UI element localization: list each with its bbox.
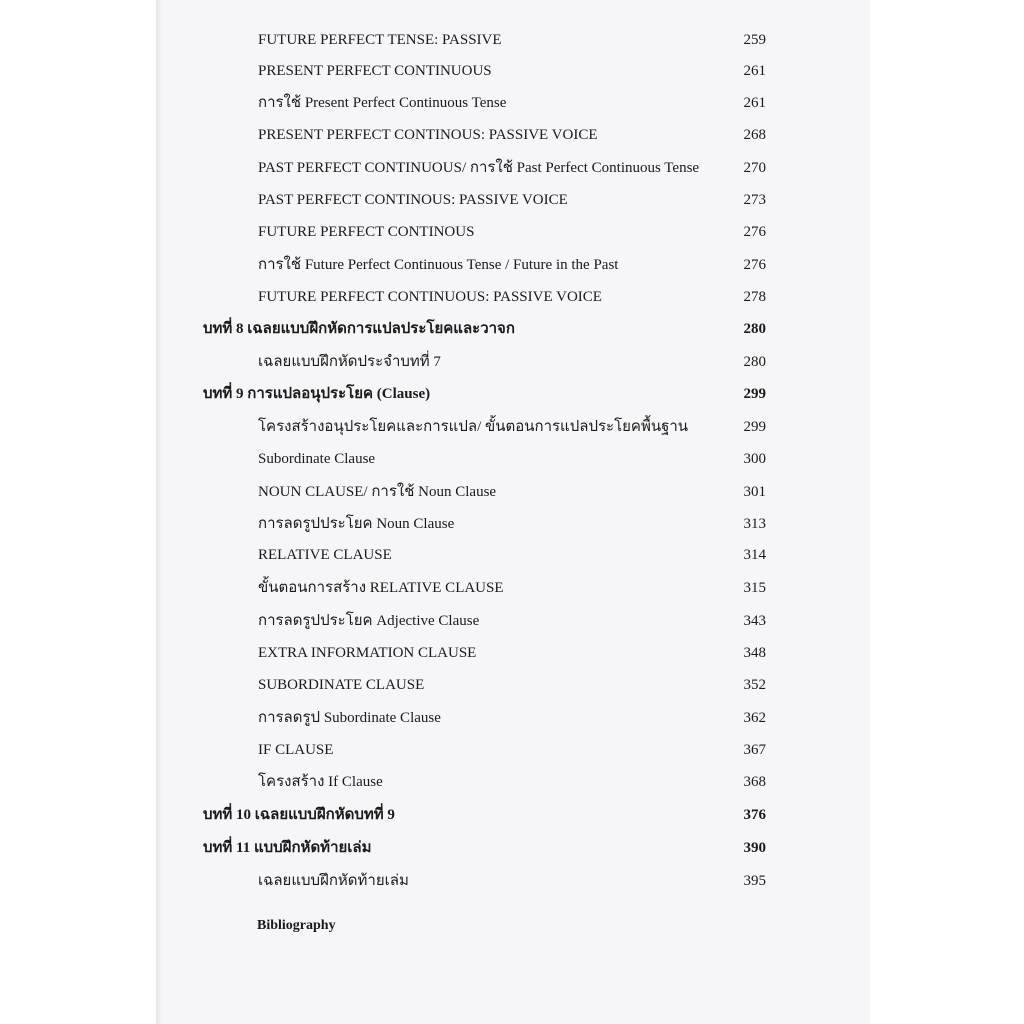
toc-entry-title: FUTURE PERFECT TENSE: PASSIVE [258, 32, 502, 48]
toc-entry-title: การใช้ Present Perfect Continuous Tense [258, 95, 507, 111]
toc-entry-title: โครงสร้างอนุประโยคและการแปล/ ขั้นตอนการแปลประโยคพื้นฐาน [258, 419, 689, 435]
toc-chapter-title: บทที่ 10 เฉลยแบบฝึกหัดบทที่ 9 [203, 807, 395, 823]
toc-entry-page: 352 [743, 677, 766, 693]
toc-entry-page: 273 [743, 192, 766, 208]
toc-entry-page: 278 [743, 289, 766, 305]
toc-entry-title: ขั้นตอนการสร้าง RELATIVE CLAUSE [258, 580, 504, 596]
toc-chapter-title: บทที่ 11 แบบฝึกหัดท้ายเล่ม [203, 840, 372, 856]
toc-entry-page: 367 [743, 742, 766, 758]
toc-entry-page: 315 [743, 580, 766, 596]
toc-entry-title: การลดรูป Subordinate Clause [258, 710, 441, 726]
toc-entry-page: 348 [743, 645, 766, 661]
toc-chapter-title: บทที่ 8 เฉลยแบบฝึกหัดการแปลประโยคและวาจก [203, 321, 515, 337]
toc-entry-page: 395 [743, 873, 766, 889]
toc-entry-title: โครงสร้าง If Clause [258, 774, 383, 790]
toc-entry-page: 368 [743, 774, 766, 790]
toc-entry-title: PAST PERFECT CONTINOUS: PASSIVE VOICE [258, 192, 568, 208]
toc-entry-page: 280 [743, 354, 766, 370]
toc-entry-page: 300 [743, 451, 766, 467]
toc-entry-page: 299 [743, 419, 766, 435]
toc-entry-page: 343 [743, 613, 766, 629]
toc-entry-page: 313 [743, 516, 766, 532]
toc-entry-title: FUTURE PERFECT CONTINOUS [258, 224, 475, 240]
toc-entry-title: IF CLAUSE [258, 742, 334, 758]
toc-entry-title: EXTRA INFORMATION CLAUSE [258, 645, 477, 661]
toc-entry-page: 314 [743, 547, 766, 563]
toc-entry-title: การใช้ Future Perfect Continuous Tense / Future in the Past [258, 257, 619, 273]
toc-entry-title: FUTURE PERFECT CONTINUOUS: PASSIVE VOICE [258, 289, 602, 305]
toc-chapter-title: บทที่ 9 การแปลอนุประโยค (Clause) [203, 386, 431, 402]
toc-entry-title: SUBORDINATE CLAUSE [258, 677, 425, 693]
toc-chapter-page: 390 [743, 840, 766, 856]
toc-entry-title: PRESENT PERFECT CONTINUOUS [258, 63, 492, 79]
toc-entry-page: 276 [743, 224, 766, 240]
toc-chapter-page: 376 [743, 807, 766, 823]
toc-entry-title: PRESENT PERFECT CONTINOUS: PASSIVE VOICE [258, 127, 598, 143]
toc-entry-title: RELATIVE CLAUSE [258, 547, 392, 563]
toc-entry-page: 261 [743, 63, 766, 79]
toc-entry-title: เฉลยแบบฝึกหัดประจำบทที่ 7 [258, 354, 441, 370]
toc-entry-page: 261 [743, 95, 766, 111]
toc-entry-title: เฉลยแบบฝึกหัดท้ายเล่ม [258, 873, 409, 889]
toc-entry-title: PAST PERFECT CONTINUOUS/ การใช้ Past Perfect Continuous Tense [258, 160, 700, 176]
toc-entry-page: 362 [743, 710, 766, 726]
toc-chapter-page: 280 [743, 321, 766, 337]
toc-entry-page: 259 [743, 32, 766, 48]
toc-entry-title: การลดรูปประโยค Adjective Clause [258, 613, 480, 629]
toc-entry-title: การลดรูปประโยค Noun Clause [258, 516, 455, 532]
toc-entry-page: 270 [743, 160, 766, 176]
toc-entry-page: 268 [743, 127, 766, 143]
toc-chapter-page: 299 [743, 386, 766, 402]
toc-entry-title: NOUN CLAUSE/ การใช้ Noun Clause [258, 484, 497, 500]
toc-bibliography-title: Bibliography [257, 918, 336, 933]
toc-entry-title: Subordinate Clause [258, 451, 376, 467]
toc-entry-page: 276 [743, 257, 766, 273]
toc-entry-page: 301 [743, 484, 766, 500]
